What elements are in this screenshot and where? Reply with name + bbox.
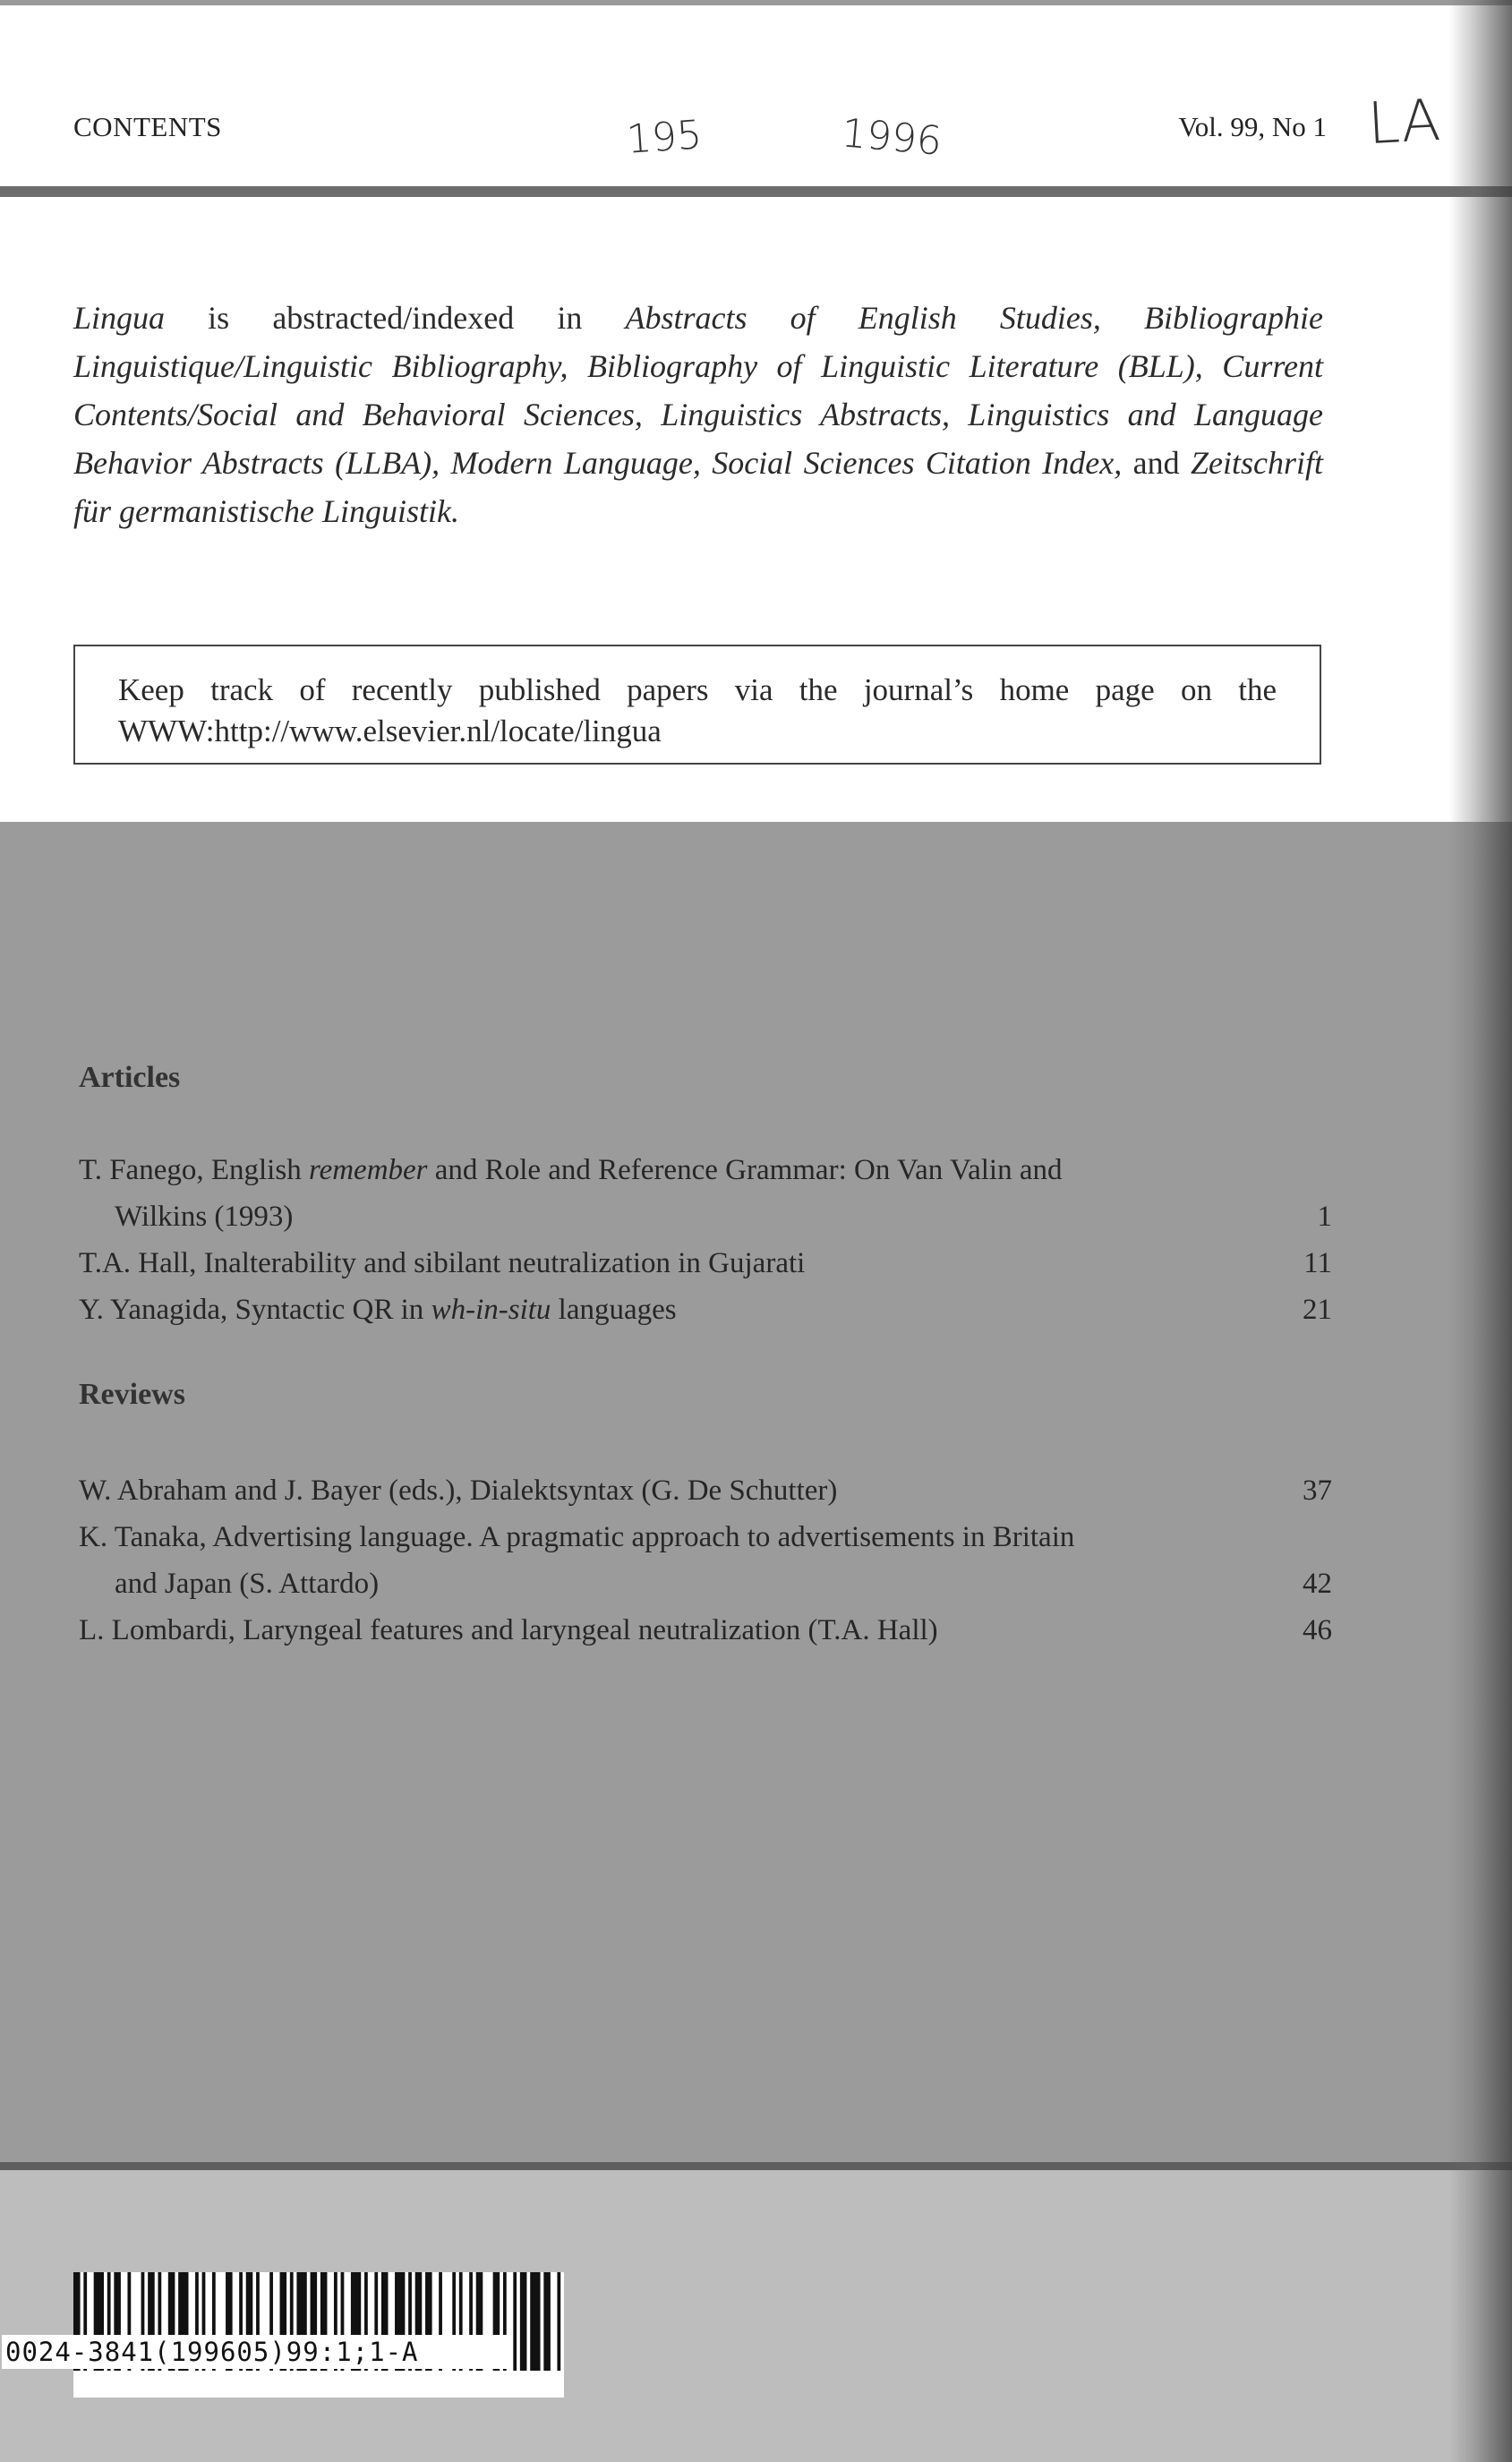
article-entry: [79, 1287, 1332, 1333]
indexing-list: Abstracts of English Studies, Bibliographie Linguistique/Linguistic Bibliography, Bibliography of Linguistic Literature (BLL), Current Contents/Social and Behavioral Sciences, Linguistics Abstracts, Linguistics and Language Behavior Abstracts (LLBA), Modern Language, Social Sciences Citation Index,: [73, 300, 1324, 481]
indexing-lead: is abstracted/indexed in: [208, 300, 583, 336]
article-entry: [79, 1147, 1332, 1240]
top-edge-line: [0, 0, 1512, 5]
entry-emphasis: wh-in-situ: [431, 1294, 551, 1326]
barcode-bar: [520, 2272, 527, 2371]
article-entry: [79, 1240, 1332, 1287]
header-rule: [0, 186, 1512, 197]
barcode-bar: [543, 2272, 551, 2371]
volume-label: Vol. 99, No 1: [1178, 111, 1327, 142]
page-number: 37: [1303, 1475, 1332, 1507]
indexing-last: Zeitschrift für germanistische Linguistik.: [73, 445, 1324, 529]
footer-rule: [0, 2162, 1512, 2170]
barcode-bar: [557, 2272, 560, 2371]
page-number: 21: [1303, 1294, 1332, 1326]
entry-text-cont: languages: [551, 1294, 677, 1326]
review-entry: [79, 1514, 1332, 1607]
page-number: 42: [1303, 1568, 1332, 1600]
review-entry: [79, 1467, 1332, 1514]
review-entry: [79, 1607, 1332, 1654]
page-number: 1: [1317, 1201, 1332, 1233]
entry-text: W. Abraham and J. Bayer (eds.), Dialektsyntax (G. De Schutter): [79, 1475, 838, 1507]
homepage-notice-box: [73, 645, 1321, 765]
homepage-notice-text: Keep track of recently published papers via the journal’s home page on the WWW:http://www.elsevier.nl/locate/lingua: [118, 672, 1277, 748]
barcode-bar: [513, 2272, 517, 2371]
entry-text: K. Tanaka, Advertising language. A pragmatic approach to advertisements in Britain: [79, 1521, 1075, 1553]
entry-text: Y. Yanagida, Syntactic QR in: [79, 1294, 431, 1326]
barcode-bar: [530, 2272, 540, 2371]
indexing-notice: [73, 294, 1323, 535]
page-number: 11: [1303, 1247, 1332, 1279]
entry-text: T. Fanego, English: [79, 1154, 309, 1186]
entry-text-cont: and Role and Reference Grammar: On Van Valin and: [427, 1154, 1063, 1186]
page-number: 46: [1303, 1614, 1332, 1646]
entry-emphasis: remember: [308, 1154, 428, 1186]
issn-barcode-text: 0024-3841(199605)99:1;1-A: [2, 2335, 510, 2369]
journal-name: Lingua: [73, 300, 166, 336]
indexing-conj: and: [1132, 445, 1180, 481]
reviews-heading: Reviews: [79, 1378, 185, 1411]
entry-continuation: and Japan (S. Attardo): [115, 1568, 380, 1600]
entry-continuation: Wilkins (1993): [115, 1201, 294, 1233]
articles-heading: Articles: [79, 1061, 181, 1094]
entry-text: L. Lombardi, Laryngeal features and laryngeal neutralization (T.A. Hall): [79, 1614, 938, 1646]
handwritten-note-1: 195: [625, 112, 704, 163]
handwritten-note-2: 1996: [839, 110, 944, 165]
entry-text: T.A. Hall, Inalterability and sibilant neutralization in Gujarati: [79, 1247, 806, 1279]
contents-title: CONTENTS: [73, 111, 222, 142]
handwritten-note-3: LA: [1366, 87, 1442, 158]
table-of-contents: [79, 1061, 1332, 1654]
